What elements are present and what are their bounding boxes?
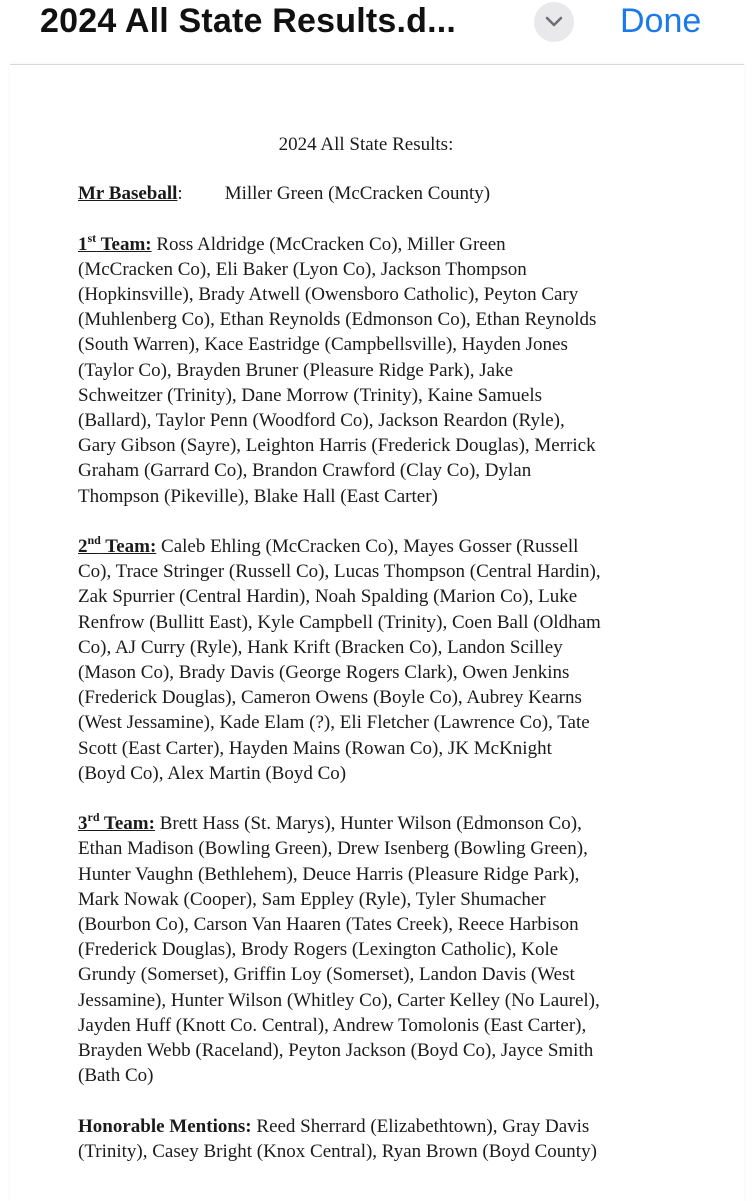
text-line: (McCracken Co), Eli Baker (Lyon Co), Jackson Thompson	[78, 258, 527, 280]
honorable-mentions-section	[78, 1114, 678, 1164]
viewer-header	[0, 0, 754, 62]
first-team-label-sup: st	[87, 230, 97, 245]
text-line: (Mason Co), Brady Davis (George Rogers Clark), Owen Jenkins	[78, 662, 570, 684]
text-line: Jayden Huff (Knott Co. Central), Andrew Tomolonis (East Carter),	[78, 1014, 587, 1036]
text-line: Co), Trace Stringer (Russell Co), Lucas Thompson (Central Hardin),	[78, 561, 601, 583]
text-line: Schweitzer (Trinity), Dane Morrow (Trinity), Kaine Samuels	[78, 384, 543, 406]
text-line: (Taylor Co), Brayden Bruner (Pleasure Ridge Park), Jake	[78, 359, 514, 381]
first-team-label-rest: Team:	[96, 233, 152, 255]
first-team-label	[78, 230, 152, 255]
honorable-mentions-label: Honorable Mentions:	[78, 1115, 252, 1137]
text-line: (Muhlenberg Co), Ethan Reynolds (Edmonson Co), Ethan Reynolds	[78, 309, 597, 331]
text-line: (Bourbon Co), Carson Van Haaren (Tates Creek), Reece Harbison	[78, 914, 579, 936]
mr-baseball-value: Miller Green (McCracken County)	[224, 183, 491, 205]
mr-baseball-line	[78, 181, 678, 206]
text-line: (Trinity), Casey Bright (Knox Central), Ryan Brown (Boyd County)	[78, 1140, 597, 1162]
text-line: Ethan Madison (Bowling Green), Drew Isenberg (Bowling Green),	[78, 838, 588, 860]
done-button[interactable]: Done	[620, 2, 702, 40]
first-team-list	[78, 234, 596, 507]
mr-baseball-label: Mr Baseball	[78, 183, 178, 205]
text-line: Zak Spurrier (Central Hardin), Noah Spalding (Marion Co), Luke	[78, 586, 578, 608]
second-team-section	[78, 534, 678, 786]
text-line: Scott (East Carter), Hayden Mains (Rowan Co), JK McKnight	[78, 737, 552, 759]
text-line: (Bath Co)	[78, 1065, 154, 1087]
third-team-label-num: 3	[78, 813, 88, 835]
text-line: Renfrow (Bullitt East), Kyle Campbell (Trinity), Coen Ball (Oldham	[78, 611, 601, 633]
text-line: (Ballard), Taylor Penn (Woodford Co), Jackson Reardon (Ryle),	[78, 410, 565, 432]
third-team-list	[78, 813, 600, 1086]
second-team-list	[78, 536, 601, 784]
text-line: Co), AJ Curry (Ryle), Hank Krift (Bracken Co), Landon Scilley	[78, 636, 563, 658]
first-team-section	[78, 232, 678, 509]
first-team-label-num: 1	[78, 233, 88, 255]
text-line: (Frederick Douglas), Brody Rogers (Lexington Catholic), Kole	[78, 939, 559, 961]
document-title: 2024 All State Results.d...	[40, 2, 457, 40]
chevron-down-icon	[545, 15, 563, 29]
document-heading: 2024 All State Results:	[278, 134, 454, 155]
document-body	[78, 132, 678, 1189]
third-team-section	[78, 811, 678, 1088]
text-line: Ross Aldridge (McCracken Co), Miller Green	[156, 233, 506, 255]
text-line: Grundy (Somerset), Griffin Loy (Somerset), Landon Davis (West	[78, 964, 575, 986]
text-line: Jessamine), Hunter Wilson (Whitley Co), Carter Kelley (No Laurel),	[78, 989, 600, 1011]
text-line: (South Warren), Kace Eastridge (Campbellsville), Hayden Jones	[78, 334, 568, 356]
text-line: Brayden Webb (Raceland), Peyton Jackson (Boyd Co), Jayce Smith	[78, 1040, 594, 1062]
text-line: (Frederick Douglas), Cameron Owens (Boyle Co), Aubrey Kearns	[78, 687, 582, 709]
third-team-label	[78, 810, 155, 835]
second-team-label	[78, 533, 157, 558]
text-line: Caleb Ehling (McCracken Co), Mayes Gosser (Russell	[161, 536, 579, 558]
text-line: (Boyd Co), Alex Martin (Boyd Co)	[78, 762, 347, 784]
second-team-label-num: 2	[78, 536, 88, 558]
mr-baseball-colon: :	[177, 183, 183, 205]
text-line: Graham (Garrard Co), Brandon Crawford (Clay Co), Dylan	[78, 460, 532, 482]
third-team-label-sup: rd	[87, 810, 100, 825]
text-line: (West Jessamine), Kade Elam (?), Eli Fletcher (Lawrence Co), Tate	[78, 712, 590, 734]
title-menu-button[interactable]	[534, 2, 574, 42]
text-line: Gary Gibson (Sayre), Leighton Harris (Frederick Douglas), Merrick	[78, 435, 596, 457]
text-line: Mark Nowak (Cooper), Sam Eppley (Ryle), Tyler Shumacher	[78, 888, 546, 910]
second-team-label-sup: nd	[87, 533, 101, 548]
text-line: Hunter Vaughn (Bethlehem), Deuce Harris (Pleasure Ridge Park),	[78, 863, 580, 885]
second-team-label-rest: Team:	[100, 536, 157, 558]
text-line: (Hopkinsville), Brady Atwell (Owensboro Catholic), Peyton Cary	[78, 284, 579, 305]
text-line: Reed Sherrard (Elizabethtown), Gray Davis	[256, 1115, 590, 1137]
third-team-label-rest: Team:	[99, 813, 155, 835]
text-line: Brett Hass (St. Marys), Hunter Wilson (Edmonson Co),	[159, 813, 582, 835]
text-line: Thompson (Pikeville), Blake Hall (East Carter)	[78, 485, 438, 507]
